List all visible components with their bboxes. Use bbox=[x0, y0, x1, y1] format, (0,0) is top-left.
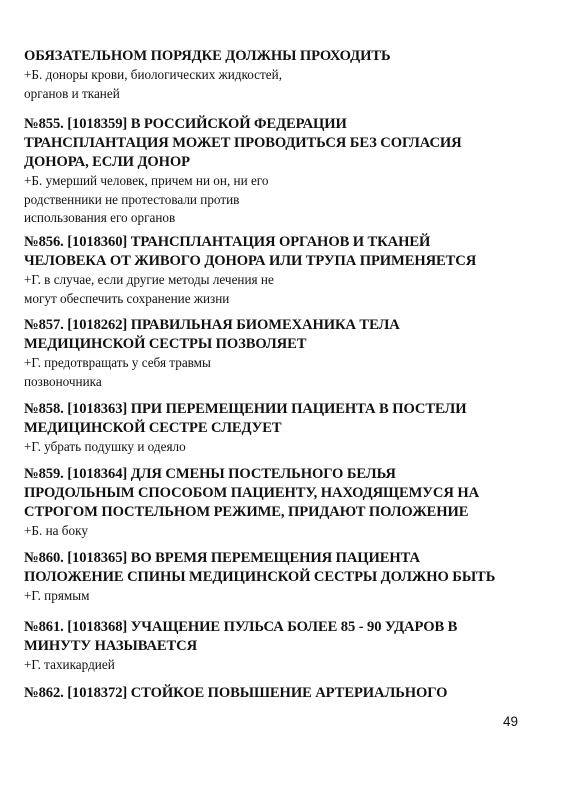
question-text: СТРОГОМ ПОСТЕЛЬНОМ РЕЖИМЕ, ПРИДАЮТ ПОЛОЖЕНИЕ bbox=[24, 504, 469, 520]
answer-text: +Г. убрать подушку и одеяло bbox=[24, 439, 186, 454]
question-text: МИНУТУ НАЗЫВАЕТСЯ bbox=[24, 638, 198, 654]
question-text: №860. [1018365] ВО ВРЕМЯ ПЕРЕМЕЩЕНИЯ ПАЦИЕНТА bbox=[24, 550, 420, 566]
answer-text: +Г. предотвращать у себя травмы bbox=[24, 355, 211, 370]
question-text: №859. [1018364] ДЛЯ СМЕНЫ ПОСТЕЛЬНОГО БЕЛЬЯ bbox=[24, 466, 396, 482]
question-text: МЕДИЦИНСКОЙ СЕСТРЕ СЛЕДУЕТ bbox=[24, 420, 282, 436]
question-text: ПОЛОЖЕНИЕ СПИНЫ МЕДИЦИНСКОЙ СЕСТРЫ ДОЛЖНО БЫТЬ bbox=[24, 569, 496, 585]
answer-text: органов и тканей bbox=[24, 85, 120, 101]
answer-text: могут обеспечить сохранение жизни bbox=[24, 290, 230, 306]
question-block bbox=[24, 233, 544, 308]
answer-text: +Г. в случае, если другие методы лечения не bbox=[24, 272, 274, 287]
question-block bbox=[24, 549, 544, 606]
question-block bbox=[24, 400, 544, 457]
answer-text: позвоночника bbox=[24, 373, 102, 389]
answer-text: родственники не протестовали против bbox=[24, 191, 240, 207]
question-block bbox=[24, 618, 544, 675]
question-text: №862. [1018372] СТОЙКОЕ ПОВЫШЕНИЕ АРТЕРИАЛЬНОГО bbox=[24, 685, 448, 701]
answer-text: +Г. прямым bbox=[24, 588, 90, 603]
answer-text: использования его органов bbox=[24, 210, 176, 225]
question-text: ДОНОРА, ЕСЛИ ДОНОР bbox=[24, 154, 190, 170]
question-block bbox=[24, 465, 544, 541]
question-text: ЧЕЛОВЕКА ОТ ЖИВОГО ДОНОРА ИЛИ ТРУПА ПРИМЕНЯЕТСЯ bbox=[24, 253, 477, 269]
answer-text: +Б. умерший человек, причем ни он, ни его bbox=[24, 173, 269, 188]
page-number: 49 bbox=[503, 714, 519, 729]
answer-text: +Б. доноры крови, биологических жидкостей, bbox=[24, 67, 282, 82]
question-text: №857. [1018262] ПРАВИЛЬНАЯ БИОМЕХАНИКА ТЕЛА bbox=[24, 317, 400, 333]
question-text: ПРОДОЛЬНЫМ СПОСОБОМ ПАЦИЕНТУ, НАХОДЯЩЕМУСЯ НА bbox=[24, 485, 480, 501]
question-block bbox=[24, 684, 544, 703]
answer-text: +Б. на боку bbox=[24, 523, 88, 538]
answer-text: +Г. тахикардией bbox=[24, 657, 115, 672]
question-text: №858. [1018363] ПРИ ПЕРЕМЕЩЕНИИ ПАЦИЕНТА В ПОСТЕЛИ bbox=[24, 401, 467, 417]
question-text: МЕДИЦИНСКОЙ СЕСТРЫ ПОЗВОЛЯЕТ bbox=[24, 336, 307, 352]
question-block bbox=[24, 47, 544, 103]
question-text: ОБЯЗАТЕЛЬНОМ ПОРЯДКЕ ДОЛЖНЫ ПРОХОДИТЬ bbox=[24, 48, 391, 64]
question-text: ТРАНСПЛАНТАЦИЯ МОЖЕТ ПРОВОДИТЬСЯ БЕЗ СОГЛАСИЯ bbox=[24, 135, 462, 151]
question-block bbox=[24, 316, 544, 391]
question-text: №856. [1018360] ТРАНСПЛАНТАЦИЯ ОРГАНОВ И ТКАНЕЙ bbox=[24, 234, 431, 250]
question-text: №861. [1018368] УЧАЩЕНИЕ ПУЛЬСА БОЛЕЕ 85 - 90 УДАРОВ В bbox=[24, 619, 458, 635]
question-block bbox=[24, 115, 544, 228]
question-text: №855. [1018359] В РОССИЙСКОЙ ФЕДЕРАЦИИ bbox=[24, 116, 347, 132]
